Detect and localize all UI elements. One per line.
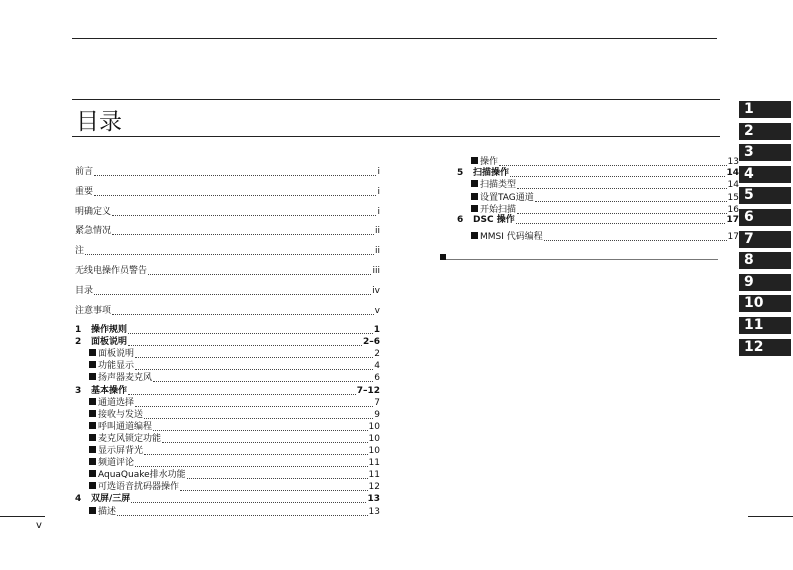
- toc-page-number: 13: [368, 506, 380, 517]
- dot-leader: [135, 466, 368, 467]
- toc-entry-label: 无线电操作员警告: [75, 266, 148, 276]
- toc-entry-label: 设置TAG通道: [480, 193, 534, 203]
- dot-leader: [135, 369, 373, 370]
- toc-entry[interactable]: [89, 398, 380, 409]
- dot-leader: [144, 418, 373, 419]
- dot-leader: [153, 430, 368, 431]
- chapter-tab[interactable]: 11: [739, 317, 791, 334]
- toc-page-number: 13: [727, 157, 739, 167]
- dot-leader: [117, 515, 368, 516]
- toc-entry[interactable]: [75, 286, 380, 297]
- toc-page-number: 16: [727, 205, 739, 215]
- toc-entry-title: [75, 167, 93, 178]
- toc-page-number: 14: [727, 180, 739, 190]
- bullet-square-icon: [89, 349, 96, 356]
- toc-page-number: 17: [726, 215, 739, 225]
- title-rule-top: [72, 99, 720, 100]
- chapter-number: 3: [75, 385, 82, 396]
- bullet-square-icon: [471, 157, 478, 164]
- toc-entry-title: [89, 458, 134, 469]
- toc-entry-title: [91, 325, 127, 336]
- toc-entry[interactable]: [75, 226, 380, 237]
- dot-leader: [510, 176, 725, 177]
- dot-leader: [112, 234, 374, 235]
- dot-leader: [535, 201, 727, 202]
- toc-entry-title: [471, 157, 498, 168]
- toc-entry[interactable]: [89, 507, 380, 518]
- toc-page-number: 10: [368, 433, 380, 444]
- toc-entry[interactable]: [89, 446, 380, 457]
- toc-entry-label: 通道选择: [98, 397, 135, 408]
- toc-page-number: iii: [372, 266, 380, 276]
- toc-page-number: i: [377, 206, 380, 217]
- toc-entry-title: [75, 246, 84, 257]
- toc-entry-title: [89, 361, 134, 372]
- dot-leader: [94, 195, 376, 196]
- toc-entry-label: 面板说明: [91, 337, 128, 348]
- toc-entry-title: [89, 446, 143, 457]
- toc-entry-label: 显示屏背光: [98, 446, 144, 456]
- toc-entry[interactable]: [89, 361, 380, 372]
- toc-chapter-entry[interactable]: [75, 386, 380, 397]
- toc-entry-title: [75, 306, 111, 317]
- toc-entry-title: [75, 207, 111, 218]
- toc-page-number: 15: [727, 193, 739, 203]
- toc-entry-label: 面板说明: [98, 349, 135, 360]
- dot-leader: [112, 314, 374, 315]
- toc-page-number: 13: [367, 494, 380, 505]
- bullet-square-icon: [471, 180, 478, 187]
- toc-entry-title: [471, 180, 516, 191]
- toc-entry-title: [473, 215, 515, 226]
- dot-leader: [187, 478, 368, 479]
- chapter-tab[interactable]: 1: [739, 101, 791, 118]
- toc-entry-label: 双屏/三屏: [91, 494, 131, 505]
- toc-entry-title: [89, 422, 152, 433]
- bullet-marker: [440, 254, 446, 260]
- toc-entry-title: [91, 386, 127, 397]
- toc-entry[interactable]: [471, 180, 739, 191]
- toc-entry-title: [473, 168, 509, 179]
- toc-entry[interactable]: [75, 167, 380, 178]
- dot-leader: [180, 490, 368, 491]
- toc-page-number: 7: [374, 397, 380, 408]
- footer-page-number: v: [36, 520, 42, 531]
- footer-rule-left: [0, 516, 45, 517]
- toc-entry-title: [89, 410, 143, 421]
- toc-page-number: v: [374, 305, 380, 316]
- toc-entry[interactable]: [75, 207, 380, 218]
- toc-entry[interactable]: [89, 373, 380, 384]
- top-rule: [72, 38, 717, 39]
- footer-rule-right: [748, 516, 793, 517]
- toc-entry-label: 麦克风锁定功能: [98, 433, 162, 444]
- toc-chapter-entry[interactable]: [75, 325, 380, 336]
- dot-leader: [516, 223, 726, 224]
- dot-leader: [148, 274, 371, 275]
- bullet-square-icon: [89, 410, 96, 417]
- dot-leader: [517, 188, 727, 189]
- bullet-square-icon: [89, 482, 96, 489]
- bullet-square-icon: [89, 361, 96, 368]
- toc-entry-label: 重要: [75, 186, 94, 197]
- toc-entry-label: 注: [75, 246, 85, 257]
- toc-entry-label: MMSI 代码编程: [480, 232, 543, 242]
- toc-entry[interactable]: [89, 422, 380, 433]
- toc-entry-title: [75, 226, 111, 237]
- toc-entry-title: [471, 232, 543, 243]
- toc-entry[interactable]: [75, 306, 380, 317]
- toc-page-number: i: [377, 167, 380, 177]
- toc-entry[interactable]: [75, 187, 380, 198]
- toc-entry-label: 操作: [480, 157, 499, 167]
- dot-leader: [94, 294, 371, 295]
- dot-leader: [153, 381, 373, 382]
- bullet-square-icon: [89, 446, 96, 453]
- chapter-tab[interactable]: 2: [739, 123, 791, 140]
- toc-page-number: 11: [368, 458, 380, 469]
- toc-entry-title: [89, 349, 134, 360]
- toc-entry[interactable]: [89, 434, 380, 445]
- dot-leader: [517, 213, 727, 214]
- chapter-tab[interactable]: 5: [739, 187, 791, 204]
- toc-entry-label: 呼叫通道编程: [98, 421, 153, 432]
- toc-entry-label: 扬声器麦克风: [98, 373, 153, 384]
- page-title: 目录: [76, 109, 122, 135]
- toc-entry-label: 注意事项: [75, 305, 112, 316]
- toc-page-number: 2–6: [362, 337, 380, 348]
- title-rule-bottom: [72, 136, 720, 137]
- toc-page-number: ii: [374, 246, 380, 257]
- toc-page-number: 6: [374, 373, 380, 384]
- bullet-square-icon: [89, 398, 96, 405]
- dot-leader: [499, 165, 727, 166]
- toc-entry[interactable]: [89, 410, 380, 421]
- dot-leader: [128, 394, 356, 395]
- bullet-square-icon: [471, 205, 478, 212]
- bullet-square-icon: [89, 373, 96, 380]
- bullet-square-icon: [89, 422, 96, 429]
- dot-leader: [544, 240, 727, 241]
- toc-page-number: 1: [373, 325, 380, 335]
- toc-entry-label: 基本操作: [91, 385, 128, 396]
- toc-entry[interactable]: [89, 470, 380, 481]
- toc-chapter-entry[interactable]: [75, 337, 380, 348]
- toc-entry[interactable]: [471, 232, 739, 243]
- bullet-square-icon: [471, 193, 478, 200]
- bullet-square-icon: [89, 507, 96, 514]
- toc-entry-label: 前言: [75, 167, 94, 177]
- toc-page-number: 7–12: [356, 385, 380, 396]
- toc-page-number: 2: [374, 349, 380, 360]
- right-column-end-rule: [444, 259, 718, 260]
- toc-entry[interactable]: [471, 193, 739, 204]
- toc-page-number: 4: [374, 361, 380, 372]
- toc-entry-label: 扫描操作: [473, 168, 510, 178]
- dot-leader: [135, 357, 373, 358]
- chapter-tab[interactable]: 4: [739, 166, 791, 183]
- toc-entry-title: [89, 373, 152, 384]
- chapter-tab[interactable]: 12: [739, 339, 791, 356]
- toc-entry-label: 目录: [75, 285, 94, 296]
- toc-entry-title: [471, 193, 534, 204]
- dot-leader: [85, 254, 374, 255]
- toc-chapter-entry[interactable]: [457, 168, 739, 179]
- toc-entry-label: DSC 操作: [473, 215, 515, 225]
- toc-entry-title: [75, 266, 147, 277]
- toc-page-number: 12: [368, 482, 380, 493]
- toc-chapter-entry[interactable]: [457, 215, 739, 226]
- toc-entry-title: [89, 507, 116, 518]
- toc-page-number: 14: [726, 168, 739, 178]
- toc-chapter-entry[interactable]: [75, 494, 380, 505]
- toc-entry-label: 紧急情况: [75, 226, 112, 237]
- chapter-tab[interactable]: 8: [739, 252, 791, 269]
- dot-leader: [128, 333, 373, 334]
- chapter-tab[interactable]: 6: [739, 209, 791, 226]
- bullet-square-icon: [89, 458, 96, 465]
- bullet-square-icon: [471, 232, 478, 239]
- toc-entry-title: [89, 398, 134, 409]
- bullet-square-icon: [89, 470, 96, 477]
- chapter-tab[interactable]: 9: [739, 274, 791, 291]
- toc-page-number: 17: [727, 232, 739, 242]
- bullet-square-icon: [89, 434, 96, 441]
- toc-entry-label: 操作规则: [91, 325, 128, 335]
- toc-entry-title: [89, 434, 161, 445]
- toc-entry[interactable]: [471, 157, 739, 168]
- toc-page-number: iv: [372, 285, 380, 296]
- dot-leader: [131, 502, 366, 503]
- toc-entry[interactable]: [75, 246, 380, 257]
- dot-leader: [144, 454, 368, 455]
- toc-entry-title: [75, 286, 93, 297]
- toc-entry[interactable]: [89, 349, 380, 360]
- toc-entry-label: 功能显示: [98, 361, 135, 372]
- toc-page-number: i: [377, 186, 380, 197]
- toc-entry-title: [91, 494, 130, 505]
- dot-leader: [135, 406, 373, 407]
- dot-leader: [112, 215, 376, 216]
- chapter-number: 2: [75, 337, 82, 348]
- toc-entry[interactable]: [75, 266, 380, 277]
- chapter-tab[interactable]: 10: [739, 295, 791, 312]
- toc-entry-label: 接收与发送: [98, 409, 144, 420]
- chapter-number: 6: [457, 215, 464, 225]
- chapter-tab[interactable]: 7: [739, 231, 791, 248]
- toc-page-number: 10: [368, 421, 380, 432]
- toc-page-number: ii: [374, 226, 380, 237]
- toc-entry-title: [75, 187, 93, 198]
- toc-entry-title: [89, 482, 179, 493]
- chapter-tab[interactable]: 3: [739, 144, 791, 161]
- chapter-number: 5: [457, 168, 464, 178]
- toc-entry-title: [91, 337, 127, 348]
- dot-leader: [162, 442, 368, 443]
- toc-entry-label: AquaQuake排水功能: [98, 470, 186, 481]
- toc-entry-title: [89, 470, 186, 481]
- toc-entry-label: 可选语音扰码器操作: [98, 482, 180, 493]
- toc-entry-label: 频道评论: [98, 458, 135, 469]
- toc-page-number: 11: [368, 470, 380, 481]
- toc-entry[interactable]: [89, 458, 380, 469]
- dot-leader: [94, 175, 376, 176]
- toc-entry-label: 开始扫描: [480, 205, 517, 215]
- toc-entry[interactable]: [89, 482, 380, 493]
- toc-entry-label: 扫描类型: [480, 180, 517, 190]
- toc-entry-label: 描述: [98, 506, 117, 517]
- toc-entry-label: 明确定义: [75, 206, 112, 217]
- dot-leader: [128, 345, 362, 346]
- chapter-number: 4: [75, 494, 82, 505]
- chapter-number: 1: [75, 325, 82, 335]
- toc-page-number: 10: [368, 446, 380, 456]
- toc-page-number: 9: [374, 409, 380, 420]
